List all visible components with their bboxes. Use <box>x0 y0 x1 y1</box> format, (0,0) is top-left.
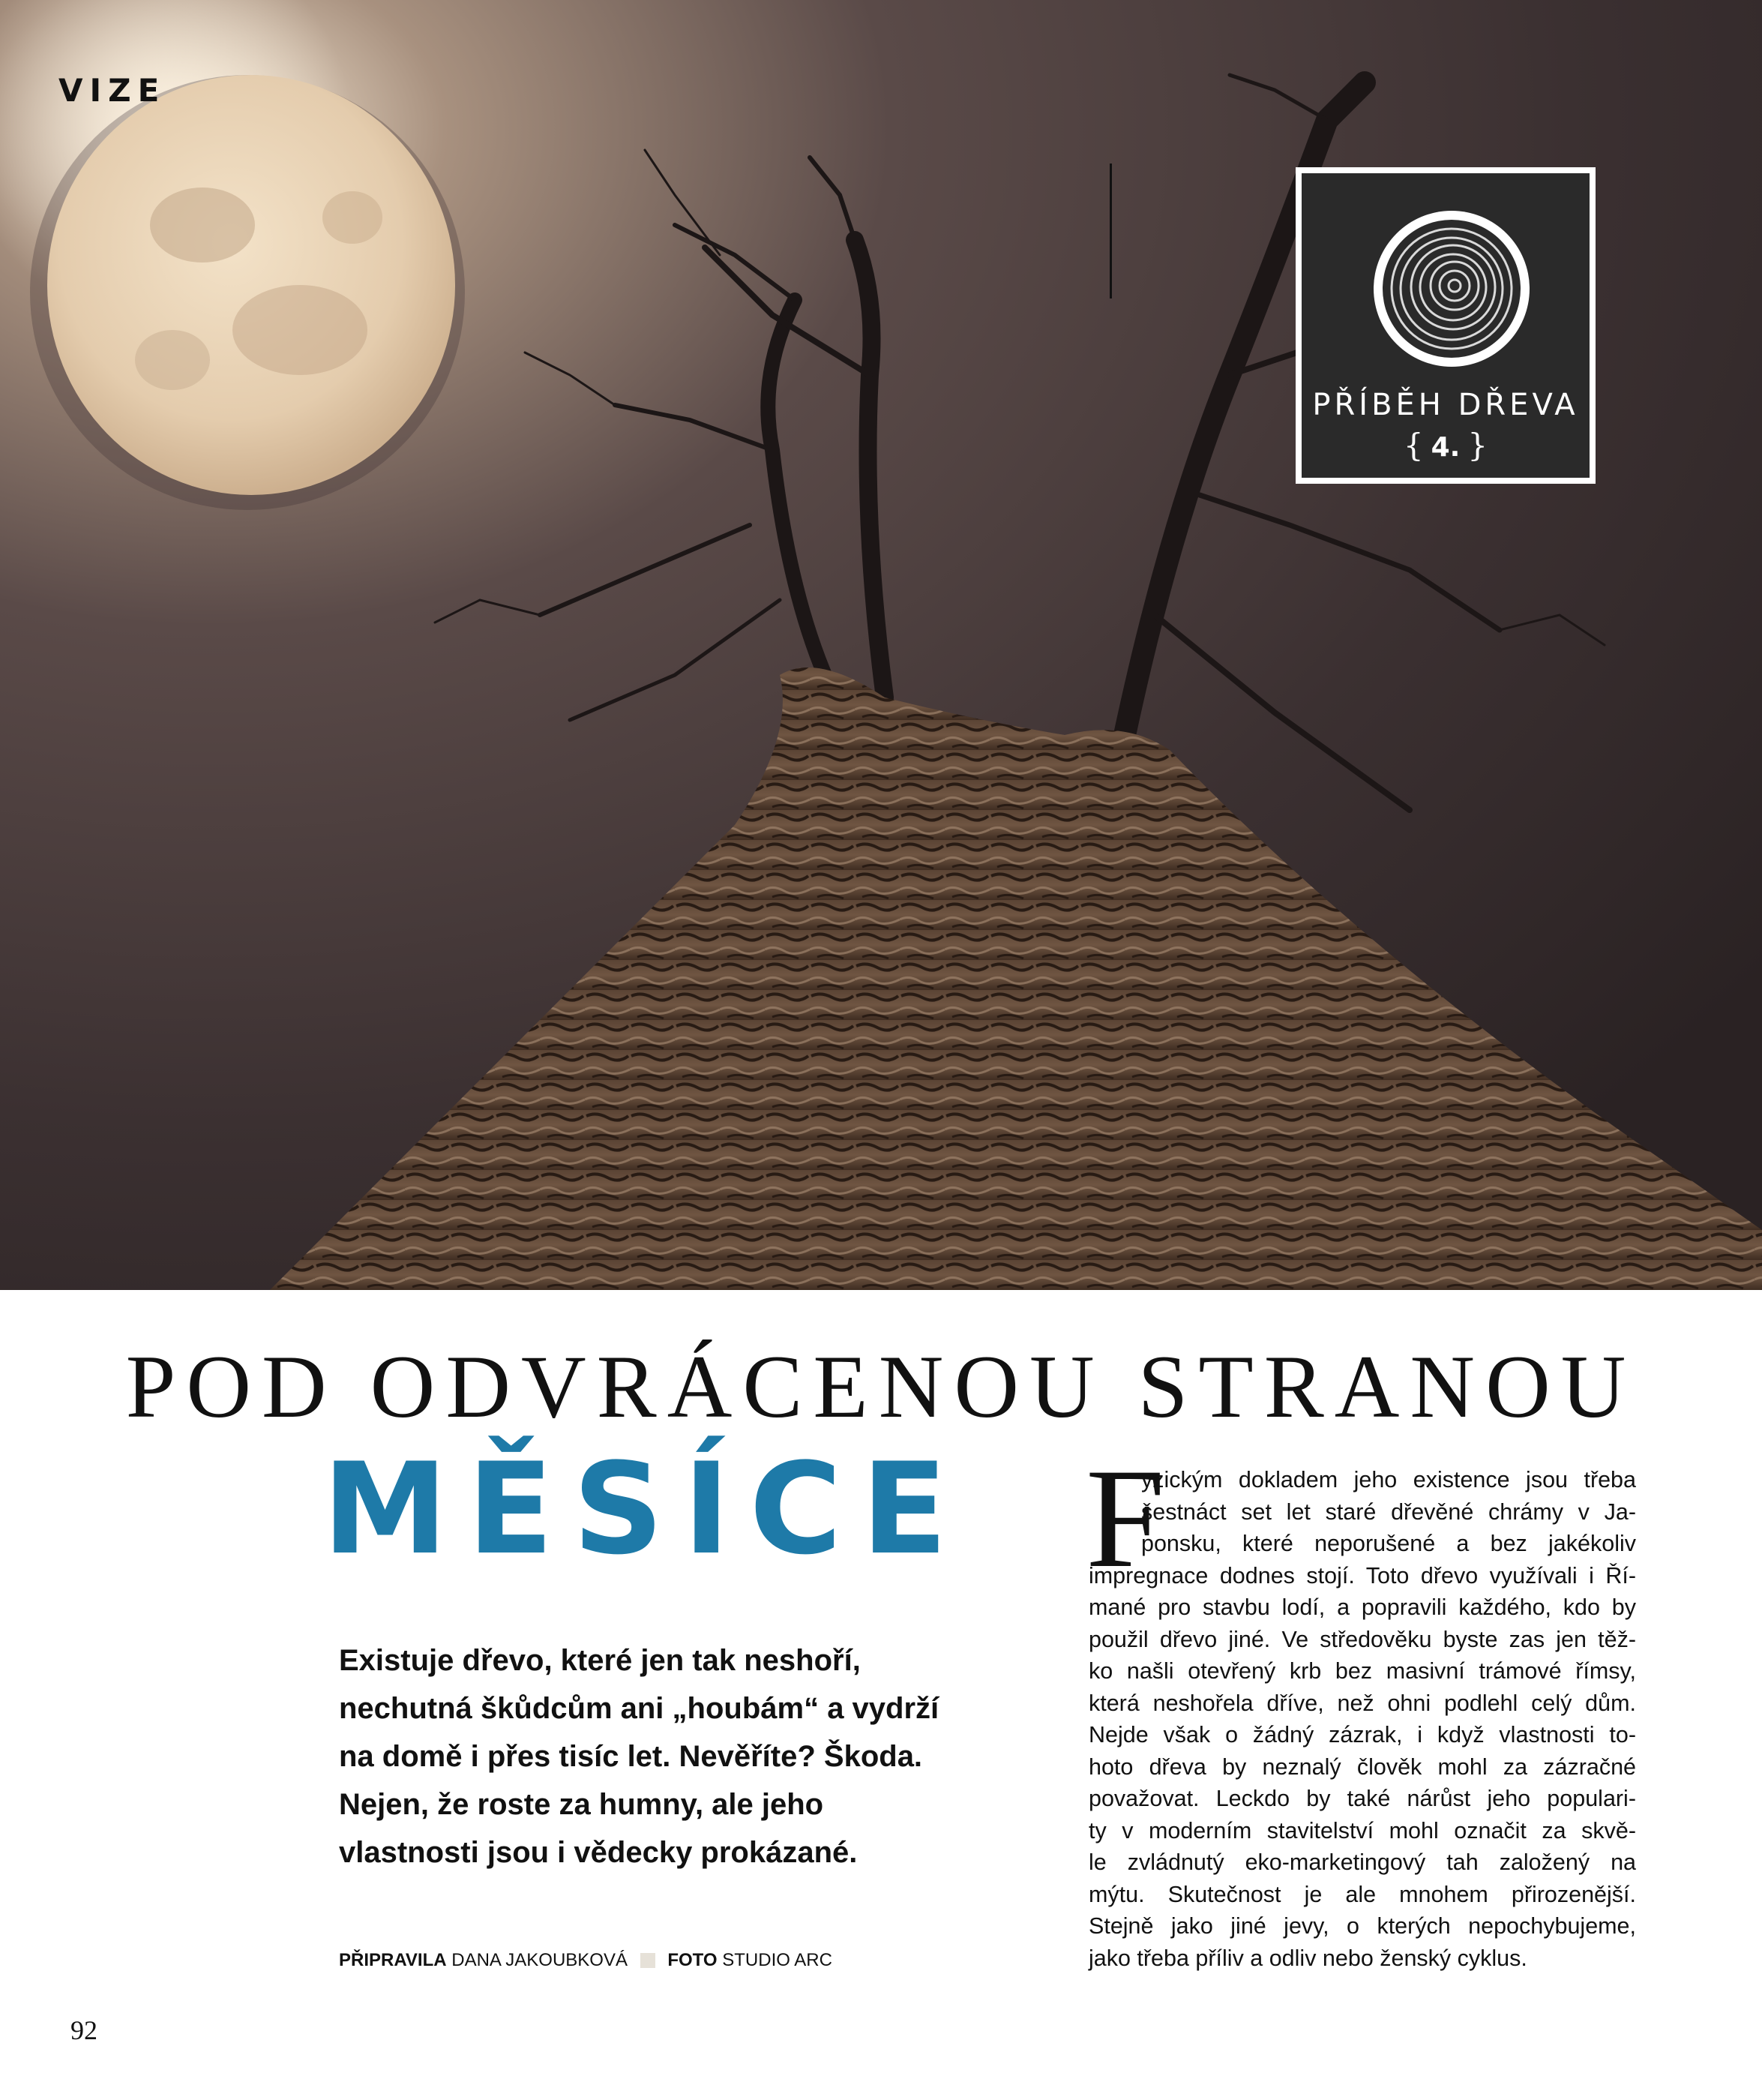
tree-rings-icon <box>1368 205 1536 373</box>
body-line: yzickým dokladem jeho existence jsou třeba <box>1141 1467 1636 1492</box>
badge-title: PŘÍBĚH DŘEVA <box>1312 388 1579 422</box>
divider-line <box>1110 164 1112 298</box>
body-line: ko našli otevřený krb bez masivní trámové římsy, <box>1089 1658 1636 1684</box>
article-title: POD ODVRÁCENOU STRANOU <box>125 1336 1637 1436</box>
body-text <box>1089 1464 1636 1974</box>
series-badge <box>1296 167 1596 484</box>
body-line: hoto dřeva by neznalý člověk mohl za zázračné <box>1089 1754 1636 1780</box>
body-line: mýtu. Skutečnost je ale mnohem přirozenější. <box>1089 1881 1636 1907</box>
lead-line: vlastnosti jsou i vědecky prokázané. <box>339 1836 858 1869</box>
page-number: 92 <box>70 2015 97 2045</box>
lead-line: nechutná škůdcům ani „houbám“ a vydrží <box>339 1692 939 1725</box>
body-line: jako třeba příliv a odliv nebo ženský cyklus. <box>1089 1945 1527 1971</box>
lead-paragraph <box>339 1636 984 1876</box>
moon-icon <box>30 75 465 510</box>
body-line: ty v moderním stavitelství mohl označit za skvě- <box>1089 1817 1636 1844</box>
photo-label: FOTO <box>667 1950 718 1970</box>
separator-square <box>640 1953 655 1968</box>
body-line: ponsku, které neporušené a bez jakékoliv <box>1141 1531 1636 1556</box>
lead-line: Existuje dřevo, které jen tak neshoří, <box>339 1644 861 1677</box>
article-title-highlight: MĚSÍCE <box>322 1436 967 1582</box>
lead-line: na domě i přes tisíc let. Nevěříte? Škoda. <box>339 1740 923 1773</box>
body-line: Nejde však o žádný zázrak, i když vlastnosti to- <box>1089 1722 1636 1748</box>
body-line: Stejně jako jiné jevy, o kterých nepochybujeme, <box>1089 1913 1636 1939</box>
body-line: použil dřevo jiné. Ve středověku byste zas jen těž- <box>1089 1626 1636 1652</box>
photo-credit: STUDIO ARC <box>722 1950 832 1970</box>
body-line: šestnáct set let staré dřevěné chrámy v Ja- <box>1141 1498 1636 1525</box>
body-line: le zvládnutý eko-marketingový tah založený na <box>1089 1850 1636 1875</box>
body-line: považovat. Leckdo by také nárůst jeho populari- <box>1089 1786 1636 1811</box>
body-line: která neshořela dříve, než ohni podlehl celý dům. <box>1089 1690 1636 1716</box>
author-name: DANA JAKOUBKOVÁ <box>451 1950 628 1970</box>
author-label: PŘIPRAVILA <box>339 1950 447 1970</box>
credits <box>339 1950 832 1971</box>
body-line: impregnace dodnes stojí. Toto dřevo využívali i Ří- <box>1089 1562 1636 1588</box>
section-label: VIZE <box>58 72 166 109</box>
body-line: mané pro stavbu lodí, a popravili každého, kdo by <box>1089 1594 1636 1620</box>
drop-cap: F <box>1086 1440 1165 1598</box>
badge-number: { 4. } <box>1403 427 1488 464</box>
lead-line: Nejen, že roste za humny, ale jeho <box>339 1788 824 1821</box>
